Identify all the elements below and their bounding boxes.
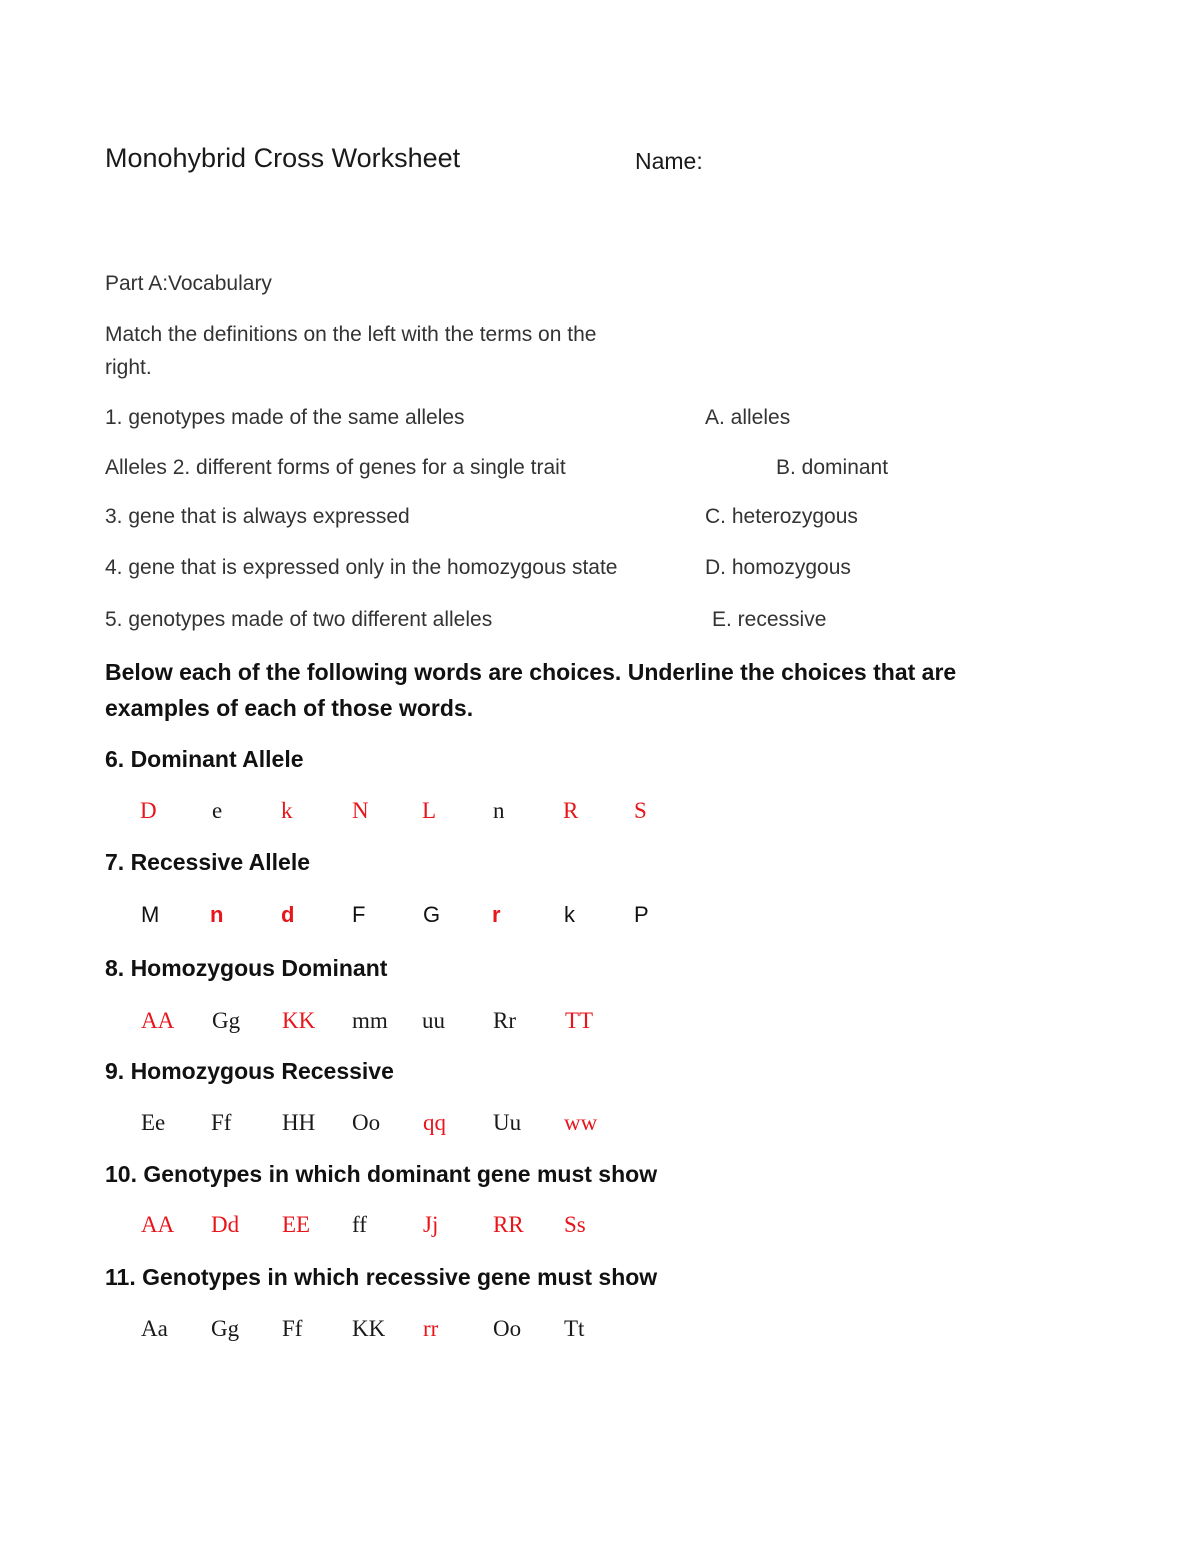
definition-2: Alleles 2. different forms of genes for a single trait (105, 456, 566, 479)
question-11-label: 11. Genotypes in which recessive gene must show (105, 1264, 658, 1290)
term-b: B. dominant (776, 456, 889, 479)
choice-option: Tt (564, 1316, 585, 1341)
choice-option: HH (282, 1110, 316, 1135)
choice-option: e (212, 798, 223, 823)
choice-option: Oo (352, 1110, 381, 1135)
choice-option: n (493, 798, 505, 823)
choice-option: uu (422, 1008, 445, 1033)
part-a-instruction-line1: Match the definitions on the left with the terms on the (105, 323, 597, 346)
term-c: C. heterozygous (705, 505, 858, 528)
choice-option: M (141, 902, 160, 927)
choice-option: Jj (423, 1212, 439, 1237)
choice-option: RR (493, 1212, 524, 1237)
question-6-label: 6. Dominant Allele (105, 746, 304, 772)
choice-option: n (210, 902, 224, 927)
question-10-label: 10. Genotypes in which dominant gene must show (105, 1161, 658, 1187)
choice-option: G (423, 902, 441, 927)
question-9-label: 9. Homozygous Recessive (105, 1058, 394, 1084)
definition-4: 4. gene that is expressed only in the homozygous state (105, 556, 618, 579)
choice-option: r (492, 902, 501, 927)
worksheet-title: Monohybrid Cross Worksheet (105, 143, 461, 173)
choice-option: k (281, 798, 293, 823)
part-a-instruction-line2: right. (105, 356, 152, 379)
choice-option: P (634, 902, 649, 927)
part-b-instruction-line1: Below each of the following words are choices. Underline the choices that are (105, 659, 957, 685)
question-8-label: 8. Homozygous Dominant (105, 955, 388, 981)
choice-option: Uu (493, 1110, 522, 1135)
choice-option: ff (352, 1212, 367, 1237)
choice-option: Ss (564, 1212, 586, 1237)
choice-option: KK (352, 1316, 386, 1341)
choice-option: AA (141, 1212, 175, 1237)
term-e: E. recessive (712, 608, 827, 631)
choice-option: L (422, 798, 437, 823)
part-b-instruction-line2: examples of each of those words. (105, 695, 474, 721)
choice-option: rr (423, 1316, 439, 1341)
choice-option: F (352, 902, 366, 927)
choice-option: Aa (141, 1316, 168, 1341)
choice-option: Gg (212, 1008, 241, 1033)
choice-option: k (564, 902, 575, 927)
choice-option: N (352, 798, 369, 823)
choice-option: d (281, 902, 295, 927)
choice-option: Dd (211, 1212, 240, 1237)
definition-5: 5. genotypes made of two different alleles (105, 608, 493, 631)
part-a-heading: Part A:Vocabulary (105, 272, 272, 295)
choice-option: Rr (493, 1008, 516, 1033)
choice-option: TT (565, 1008, 594, 1033)
choice-option: Oo (493, 1316, 522, 1341)
term-d: D. homozygous (705, 556, 851, 579)
choice-option: D (140, 798, 157, 823)
choice-option: R (563, 798, 579, 823)
choice-option: EE (282, 1212, 311, 1237)
term-a: A. alleles (705, 406, 791, 429)
choice-option: Ff (282, 1316, 303, 1341)
name-label: Name: (635, 148, 703, 174)
choice-option: S (634, 798, 647, 823)
choice-option: KK (282, 1008, 316, 1033)
definition-3: 3. gene that is always expressed (105, 505, 410, 528)
question-7-label: 7. Recessive Allele (105, 849, 311, 875)
choice-option: ww (564, 1110, 598, 1135)
choice-option: qq (423, 1110, 446, 1135)
choice-option: mm (352, 1008, 388, 1033)
choice-option: AA (141, 1008, 175, 1033)
definition-1: 1. genotypes made of the same alleles (105, 406, 465, 429)
choice-option: Gg (211, 1316, 240, 1341)
choice-option: Ee (141, 1110, 166, 1135)
choice-option: Ff (211, 1110, 232, 1135)
